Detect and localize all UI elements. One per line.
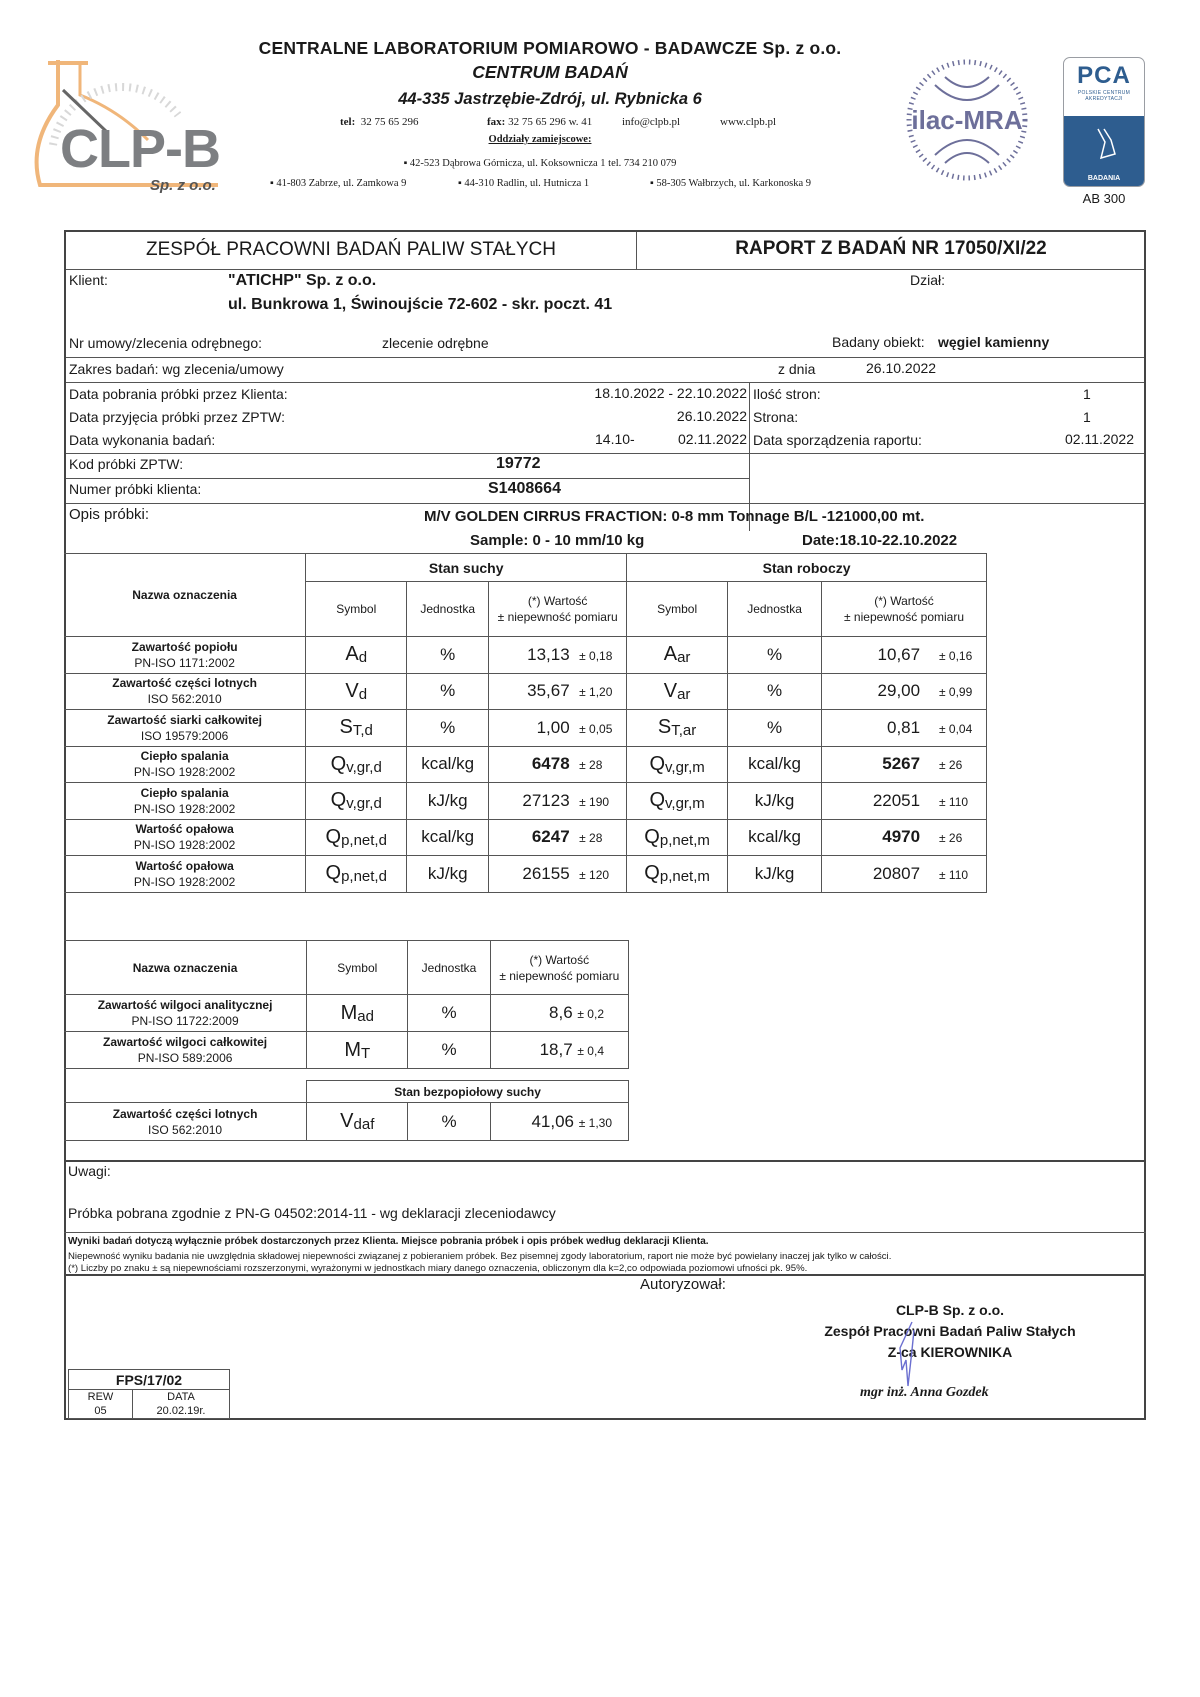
unit-dry: %	[407, 673, 489, 710]
determination-name: Zawartość wilgoci analitycznej PN-ISO 11722:2009	[64, 995, 307, 1032]
receipt-date-value: 26.10.2022	[676, 408, 747, 424]
svg-text:ilac-MRA: ilac-MRA	[911, 105, 1023, 135]
unit-working: kJ/kg	[728, 856, 822, 893]
unit-working: %	[728, 710, 822, 747]
determination-name: Zawartość części lotnych ISO 562:2010	[64, 673, 306, 710]
symbol-dry: $Q_{p,net,d}$	[306, 819, 407, 856]
object-label: Badany obiekt:	[832, 334, 925, 350]
website-link[interactable]: www.clpb.pl	[720, 116, 777, 128]
symbol-dry: $V_d$	[306, 673, 407, 710]
scope-date: 26.10.2022	[866, 360, 937, 376]
symbol-working: $Q_{p,net,m}$	[627, 819, 728, 856]
flask-icon	[1089, 126, 1119, 162]
unit-working: kcal/kg	[728, 819, 822, 856]
unit-dry: %	[407, 637, 489, 674]
auth-team: Zespół Pracowni Badań Paliw Stałych	[824, 1323, 1076, 1339]
description-line: M/V GOLDEN CIRRUS FRACTION: 0-8 mm Tonnage B/L -121000,00 mt.	[424, 508, 925, 525]
remarks-text: Próbka pobrana zgodnie z PN-G 04502:2014-11 - wg deklaracji zleceniodawcy	[68, 1205, 556, 1221]
table-row	[64, 1032, 629, 1069]
header-symbol-dry: Symbol	[306, 582, 407, 637]
header-unit-working: Jednostka	[728, 582, 822, 637]
description-label: Opis próbki:	[69, 506, 150, 523]
center-name: CENTRUM BADAŃ	[472, 62, 628, 82]
receipt-date-label: Data przyjęcia próbki przez ZPTW:	[69, 409, 286, 425]
pca-logo: PCA	[1077, 62, 1131, 89]
value-working: 4970 ± 26	[822, 819, 987, 856]
results-table	[64, 553, 987, 893]
symbol: $M_T$	[307, 1032, 408, 1069]
value-working: 20807 ± 110	[822, 856, 987, 893]
header-value: (*) Wartość ± niepewność pomiaru	[490, 941, 628, 995]
header-symbol-working: Symbol	[627, 582, 728, 637]
sampling-date-label: Data pobrania próbki przez Klienta:	[69, 386, 288, 402]
unit-dry: kJ/kg	[407, 856, 489, 893]
table-row	[64, 637, 987, 674]
form-code: FPS/17/02	[69, 1370, 230, 1390]
object-value: węgiel kamienny	[938, 334, 1050, 350]
report-date-value: 02.11.2022	[1064, 431, 1134, 447]
value-working: 10,67 ± 0,16	[822, 637, 987, 674]
header-value-dry: (*) Wartość ± niepewność pomiaru	[489, 582, 627, 637]
accreditation-code: AB 300	[1082, 191, 1126, 206]
report-date-label: Data sporządzenia raportu:	[753, 432, 922, 448]
pages-count-label: Ilość stron:	[753, 386, 821, 402]
unit-working: kcal/kg	[728, 746, 822, 783]
scope-label: Zakres badań: wg zlecenia/umowy	[69, 361, 284, 377]
tests-date-from: 14.10-	[595, 431, 635, 447]
unit-dry: kcal/kg	[407, 819, 489, 856]
determination-name: Wartość opałowa PN-ISO 1928:2002	[64, 819, 306, 856]
auth-name: mgr inż. Anna Gozdek	[860, 1385, 989, 1400]
symbol-working: $Q_{v,gr,m}$	[627, 783, 728, 820]
table-row	[64, 710, 987, 747]
unit-working: kJ/kg	[728, 783, 822, 820]
header-group-daf: Stan bezpopiołowy suchy	[307, 1081, 629, 1103]
unit-dry: %	[407, 710, 489, 747]
client-label: Klient:	[69, 272, 108, 288]
logo-text: CLP-B	[60, 119, 220, 179]
header-unit-dry: Jednostka	[407, 582, 489, 637]
header-unit: Jednostka	[408, 941, 490, 995]
company-name: CENTRALNE LABORATORIUM POMIAROWO - BADAWCZE Sp. z o.o.	[258, 38, 842, 58]
description-date: Date:18.10-22.10.2022	[802, 532, 958, 549]
header-value-working: (*) Wartość ± niepewność pomiaru	[822, 582, 987, 637]
client-sample-value: S1408664	[488, 480, 561, 497]
determination-name: Zawartość siarki całkowitej ISO 19579:2006	[64, 710, 306, 747]
branch-walbrzych: ▪ 58-305 Wałbrzych, ul. Karkonoska 9	[650, 178, 812, 189]
date-value: 20.02.19r.	[156, 1405, 206, 1417]
header-name: Nazwa oznaczenia	[64, 554, 306, 637]
table-row	[64, 819, 987, 856]
zptw-code-label: Kod próbki ZPTW:	[69, 456, 184, 472]
tests-date-label: Data wykonania badań:	[69, 432, 216, 448]
form-code-box	[68, 1369, 230, 1419]
pages-count-value: 1	[1083, 386, 1091, 402]
auth-position: Z-ca KIEROWNIKA	[887, 1344, 1013, 1360]
table-row	[64, 995, 629, 1032]
value-working: 0,81 ± 0,04	[822, 710, 987, 747]
table-row: Zawartość części lotnych ISO 562:2010 $V_{daf}$ % 41,06 ± 1,30	[64, 1103, 629, 1141]
logo-subtitle: Sp. z o.o.	[150, 177, 216, 194]
auth-company: CLP-B Sp. z o.o.	[895, 1302, 1005, 1318]
branches-title: Oddziały zamiejscowe:	[488, 134, 592, 145]
page-number-value: 1	[1083, 409, 1091, 425]
determination-name: Ciepło spalania PN-ISO 1928:2002	[64, 783, 306, 820]
rev-value: 05	[94, 1405, 107, 1417]
signature-mark	[890, 1320, 920, 1390]
value-working: 5267 ± 26	[822, 746, 987, 783]
symbol: $M_{ad}$	[307, 995, 408, 1032]
branch-dabrowa: ▪ 42-523 Dąbrowa Górnicza, ul. Koksownicza 1 tel. 734 210 079	[403, 158, 677, 169]
table-row	[64, 856, 987, 893]
determination-name: Zawartość popiołu PN-ISO 1171:2002	[64, 637, 306, 674]
unit: %	[408, 995, 490, 1032]
remarks-label: Uwagi:	[68, 1163, 111, 1179]
date-label: DATA	[167, 1391, 195, 1403]
tel: tel: 32 75 65 296	[340, 116, 419, 128]
unit-dry: kJ/kg	[407, 783, 489, 820]
unit-dry: kcal/kg	[407, 746, 489, 783]
client-sample-label: Numer próbki klienta:	[69, 481, 202, 497]
remarks-note-bold: Wyniki badań dotyczą wyłącznie próbek dostarczonych przez Klienta. Miejsce pobrania próbek i opis próbek według deklaracji Klienta.	[68, 1236, 709, 1247]
unit-working: %	[728, 637, 822, 674]
branch-radlin: ▪ 44-310 Radlin, ul. Hutnicza 1	[458, 178, 590, 189]
value-dry: 13,13 ± 0,18	[489, 637, 627, 674]
dry-ash-free-table	[64, 1080, 629, 1141]
fax: fax: 32 75 65 296 w. 41	[487, 116, 593, 128]
department-label: Dział:	[910, 272, 946, 288]
value-dry: 1,00 ± 0,05	[489, 710, 627, 747]
header-group-dry: Stan suchy	[306, 554, 627, 582]
contract-label: Nr umowy/zlecenia odrębnego:	[69, 335, 262, 351]
value: 18,7 ± 0,4	[490, 1032, 628, 1069]
zptw-code-value: 19772	[496, 455, 541, 472]
contract-value: zlecenie odrębne	[382, 335, 489, 351]
table-row	[64, 783, 987, 820]
client-name: "ATICHP" Sp. z o.o.	[228, 272, 377, 289]
pca-accreditation-badge: PCA POLSKIE CENTRUM AKREDYTACJI BADANIA	[1063, 57, 1145, 187]
symbol-working: $A_{ar}$	[627, 637, 728, 674]
value-dry: 35,67 ± 1,20	[489, 673, 627, 710]
symbol-dry: $Q_{v,gr,d}$	[306, 783, 407, 820]
value-dry: 27123 ± 190	[489, 783, 627, 820]
determination-name: Wartość opałowa PN-ISO 1928:2002	[64, 856, 306, 893]
ilac-mra-logo	[905, 55, 1030, 185]
rev-label: REW	[87, 1391, 114, 1403]
company-address: 44-335 Jastrzębie-Zdrój, ul. Rybnicka 6	[398, 90, 702, 108]
value-dry: 6247 ± 28	[489, 819, 627, 856]
report-title: RAPORT Z BADAŃ NR 17050/XI/22	[735, 238, 1047, 259]
symbol-working: $Q_{p,net,m}$	[627, 856, 728, 893]
team-name: ZESPÓŁ PRACOWNI BADAŃ PALIW STAŁYCH	[146, 239, 556, 260]
scope-date-label: z dnia	[778, 361, 816, 377]
determination-name: Zawartość wilgoci całkowitej PN-ISO 589:2006	[64, 1032, 307, 1069]
tests-date-to: 02.11.2022	[677, 431, 747, 447]
value-working: 22051 ± 110	[822, 783, 987, 820]
header-group-working: Stan roboczy	[627, 554, 987, 582]
email-link[interactable]: info@clpb.pl	[622, 116, 681, 128]
symbol: $V_{daf}$	[307, 1103, 408, 1141]
value-dry: 26155 ± 120	[489, 856, 627, 893]
value-working: 29,00 ± 0,99	[822, 673, 987, 710]
moisture-table	[64, 940, 629, 1069]
value-dry: 6478 ± 28	[489, 746, 627, 783]
unit-working: %	[728, 673, 822, 710]
authorized-label: Autoryzował:	[640, 1276, 726, 1293]
symbol-working: $S_{T,ar}$	[627, 710, 728, 747]
symbol-dry: $Q_{v,gr,d}$	[306, 746, 407, 783]
symbol-dry: $Q_{p,net,d}$	[306, 856, 407, 893]
header-name: Nazwa oznaczenia	[64, 941, 307, 995]
symbol-working: $Q_{v,gr,m}$	[627, 746, 728, 783]
unit: %	[408, 1032, 490, 1069]
symbol-dry: $A_d$	[306, 637, 407, 674]
determination-name: Ciepło spalania PN-ISO 1928:2002	[64, 746, 306, 783]
table-row	[64, 673, 987, 710]
description-sample: Sample: 0 - 10 mm/10 kg	[470, 532, 645, 549]
remarks-note-expanded: (*) Liczby po znaku ± są niepewnościami rozszerzonymi, wyrażonymi w jednostkach miary danego oznaczenia, obliczonym dla k=2,co odpowiada poziomowi ufności pk. 95%.	[68, 1263, 808, 1274]
sampling-date-value: 18.10.2022 - 22.10.2022	[594, 385, 747, 401]
client-address: ul. Bunkrowa 1, Świnoujście 72-602 - skr. poczt. 41	[228, 296, 613, 313]
value: 8,6 ± 0,2	[490, 995, 628, 1032]
page-number-label: Strona:	[753, 409, 799, 425]
symbol-dry: $S_{T,d}$	[306, 710, 407, 747]
symbol-working: $V_{ar}$	[627, 673, 728, 710]
remarks-note-uncertainty: Niepewność wyniku badania nie uwzględnia składowej niepewności związanej z pobieraniem próbek. Bez pisemnej zgody laboratorium, raport nie może być powielany inaczej jak tylko w całości.	[68, 1251, 892, 1262]
table-row	[64, 746, 987, 783]
header-symbol: Symbol	[307, 941, 408, 995]
branch-zabrze: ▪ 41-803 Zabrze, ul. Zamkowa 9	[270, 178, 407, 189]
